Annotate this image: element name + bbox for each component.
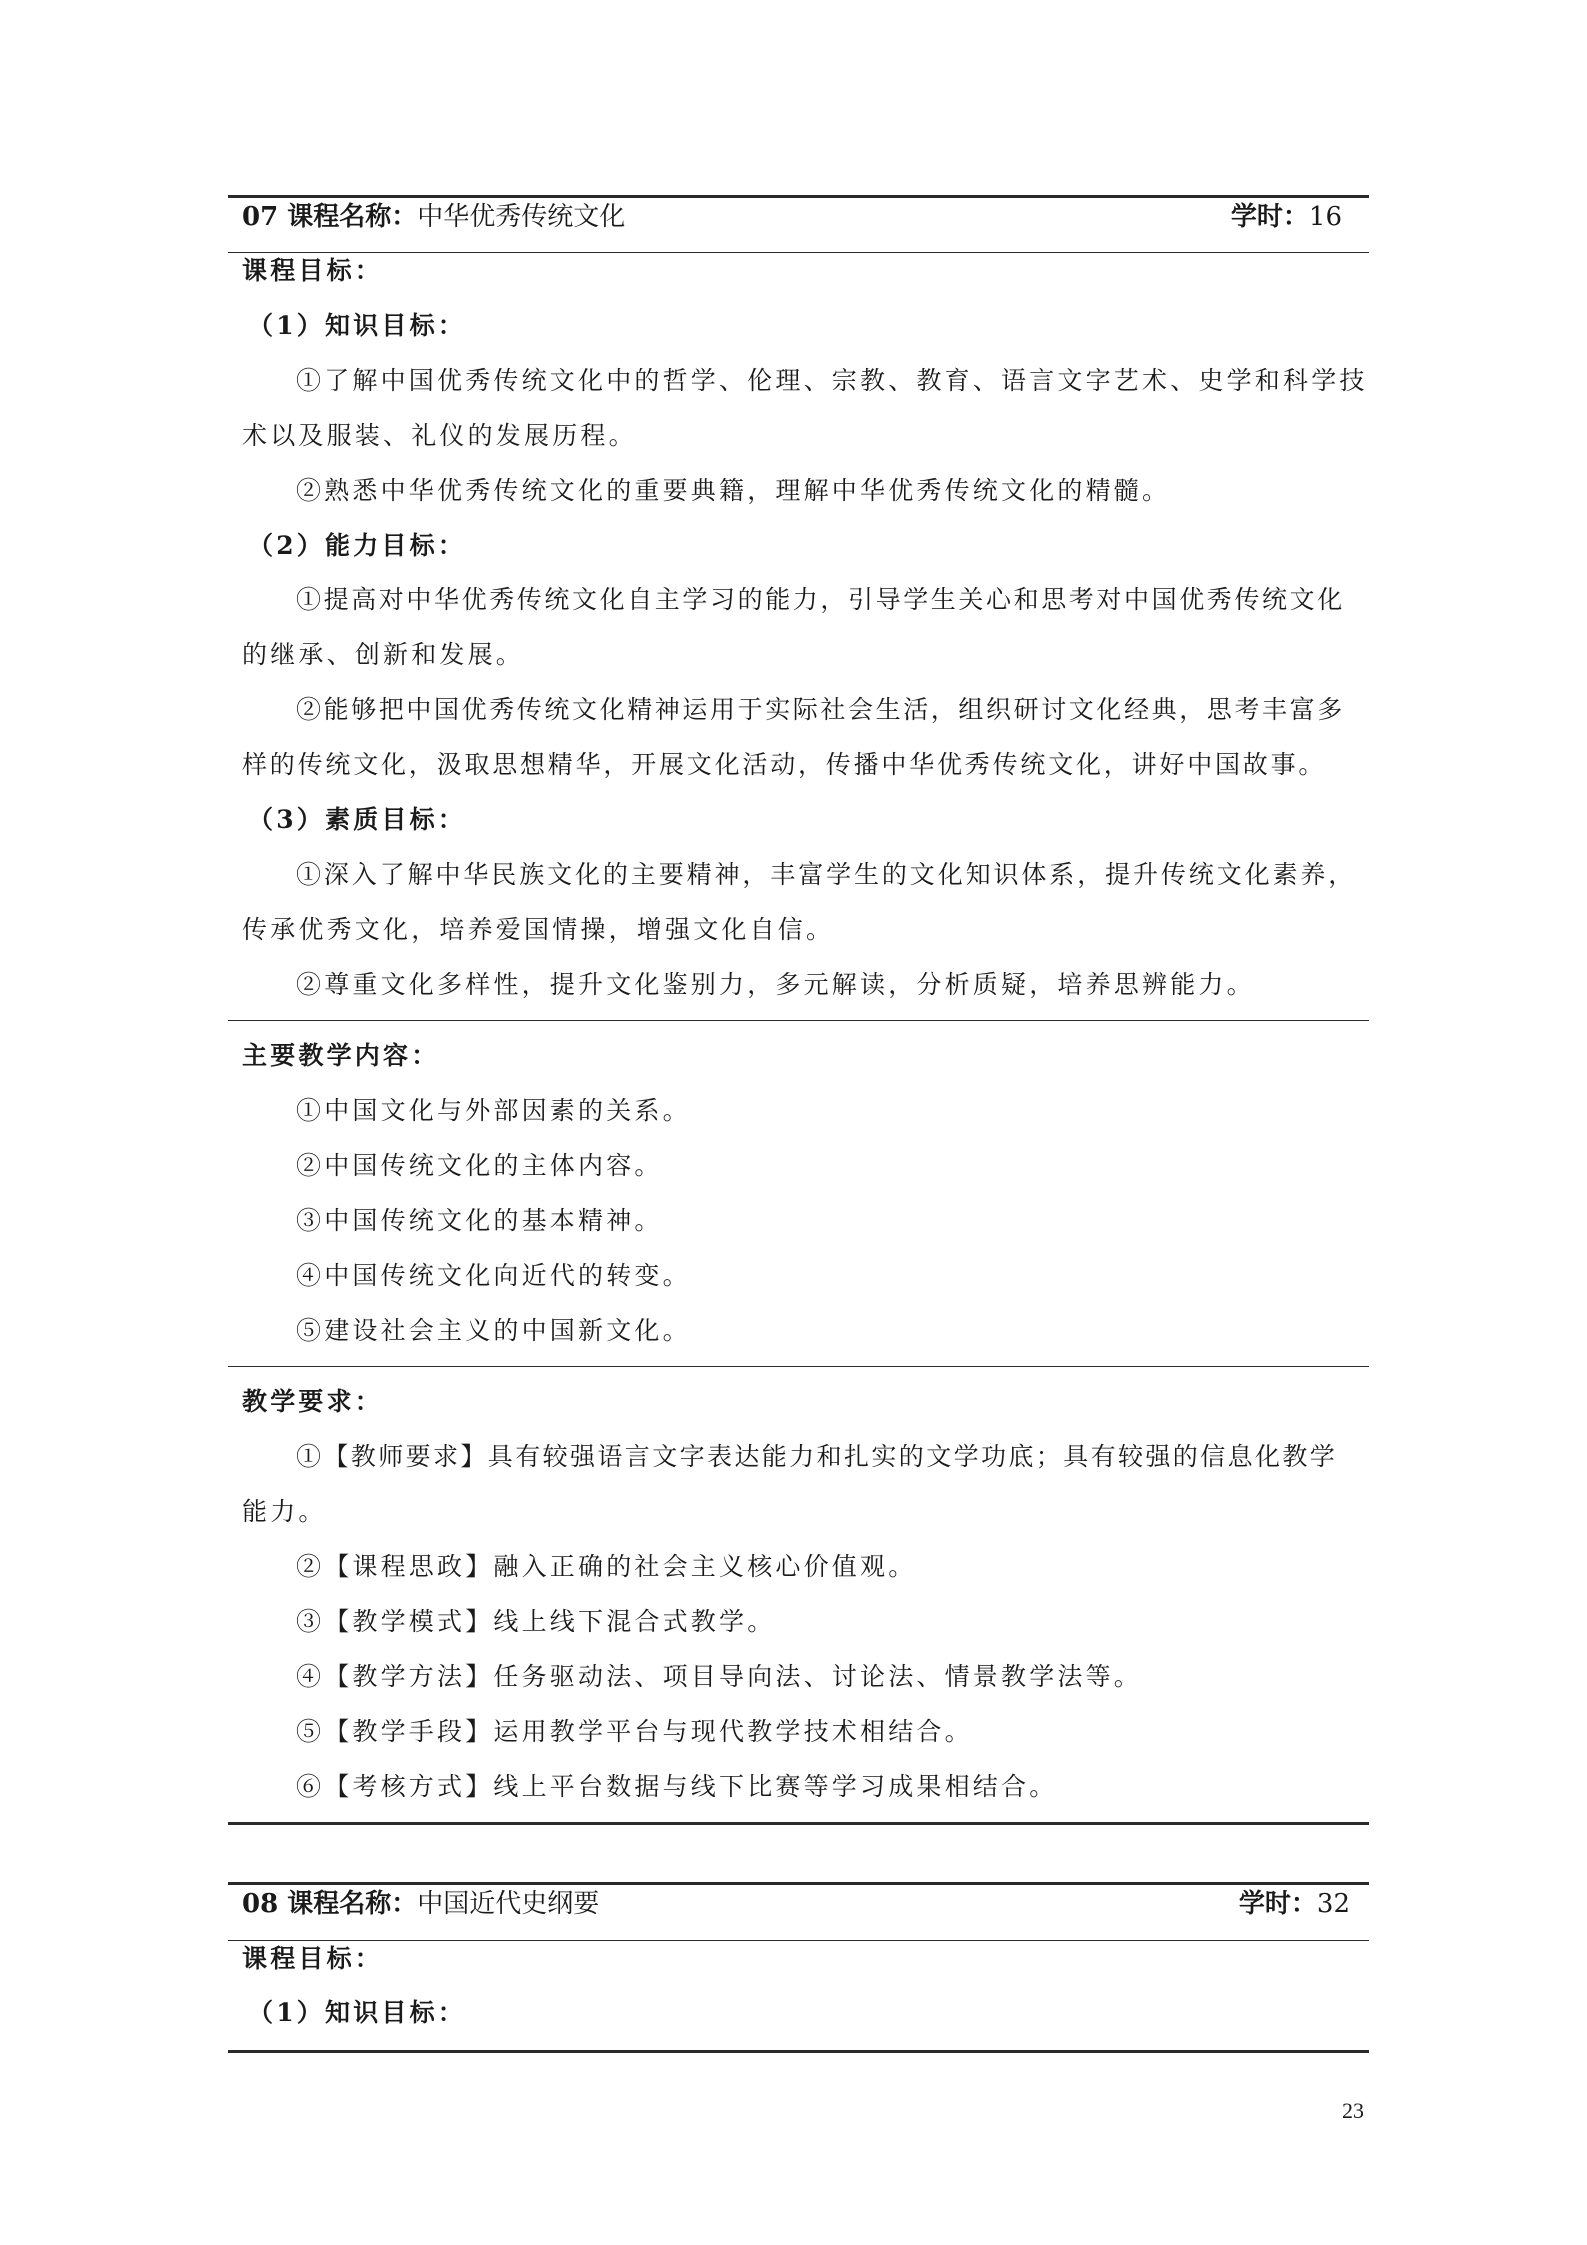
course07-knowledge-1a: ①了解中国优秀传统文化中的哲学、伦理、宗教、教育、语言文字艺术、史学和科学技 <box>296 366 1368 395</box>
course07-content-rule <box>228 1366 1369 1367</box>
list-item: ③中国传统文化的基本精神。 <box>296 1206 663 1235</box>
course07-goal-heading: 课程目标： <box>242 256 384 285</box>
course07-header-rule <box>228 252 1369 253</box>
list-item: ⑤【教学手段】运用教学平台与现代教学技术相结合。 <box>296 1717 973 1746</box>
list-item: ①中国文化与外部因素的关系。 <box>296 1096 691 1125</box>
course07-quality-1b: 传承优秀文化，培养爱国情操，增强文化自信。 <box>242 915 835 944</box>
list-item: ②【课程思政】融入正确的社会主义核心价值观。 <box>296 1552 917 1581</box>
course08-goal-heading: 课程目标： <box>242 1944 384 1973</box>
course07-top-rule <box>228 195 1369 198</box>
course07-header <box>242 202 1342 232</box>
course07-req-1a: ①【教师要求】具有较强语言文字表达能力和扎实的文学功底；具有较强的信息化教学 <box>296 1442 1338 1471</box>
list-item: ⑤建设社会主义的中国新文化。 <box>296 1316 691 1345</box>
course08-header <box>242 1889 1350 1919</box>
course07-ability-2a: ②能够把中国优秀传统文化精神运用于实际社会生活，组织研讨文化经典，思考丰富多 <box>296 695 1345 724</box>
course07-ability-2b: 样的传统文化，汲取思想精华，开展文化活动，传播中华优秀传统文化，讲好中国故事。 <box>242 750 1327 779</box>
course07-req-heading: 教学要求： <box>242 1387 384 1416</box>
course07-goal-rule <box>228 1020 1369 1021</box>
course07-quality-1a: ①深入了解中华民族文化的主要精神，丰富学生的文化知识体系，提升传统文化素养， <box>296 860 1357 889</box>
list-item: ④中国传统文化向近代的转变。 <box>296 1261 691 1290</box>
list-item: ⑥【考核方式】线上平台数据与线下比赛等学习成果相结合。 <box>296 1772 1058 1801</box>
course07-quality-heading: （3）素质目标： <box>248 805 466 834</box>
course07-hours-value: 16 <box>1308 202 1342 232</box>
course08-name: 中国近代史纲要 <box>417 1889 600 1919</box>
list-item: ②中国传统文化的主体内容。 <box>296 1151 663 1180</box>
course07-knowledge-1b: 术以及服装、礼仪的发展历程。 <box>242 421 637 450</box>
course07-ability-1b: 的继承、创新和发展。 <box>242 640 525 669</box>
course07-req-1b: 能力。 <box>242 1497 327 1526</box>
course07-ability-heading: （2）能力目标： <box>248 531 466 560</box>
list-item: ③【教学模式】线上线下混合式教学。 <box>296 1607 776 1636</box>
course08-hours-value: 32 <box>1316 1889 1350 1919</box>
list-item: ④【教学方法】任务驱动法、项目导向法、讨论法、情景教学法等。 <box>296 1662 1143 1691</box>
course08-hours-label: 学时： <box>1238 1889 1317 1919</box>
course07-bottom-rule <box>228 1822 1369 1825</box>
course07-knowledge-2: ②熟悉中华优秀传统文化的重要典籍，理解中华优秀传统文化的精髓。 <box>296 476 1171 505</box>
page-number: 23 <box>1342 2098 1364 2123</box>
course08-hours <box>1239 1889 1350 1919</box>
course07-name: 中华优秀传统文化 <box>417 202 626 232</box>
course08-knowledge-heading: （1）知识目标： <box>248 1998 466 2027</box>
course07-name-label: 07 课程名称： <box>242 202 418 232</box>
course08-bottom-rule <box>228 2050 1369 2053</box>
course08-header-rule <box>228 1940 1369 1941</box>
course07-content-heading: 主要教学内容： <box>242 1041 440 1070</box>
course07-hours <box>1231 202 1342 232</box>
course07-hours-label: 学时： <box>1230 202 1309 232</box>
course07-quality-2: ②尊重文化多样性，提升文化鉴别力，多元解读，分析质疑，培养思辨能力。 <box>296 970 1255 999</box>
course08-name-label: 08 课程名称： <box>242 1889 418 1919</box>
course07-knowledge-heading: （1）知识目标： <box>248 311 466 340</box>
course07-ability-1a: ①提高对中华优秀传统文化自主学习的能力，引导学生关心和思考对中国优秀传统文化 <box>296 585 1345 614</box>
course08-top-rule <box>228 1882 1369 1885</box>
